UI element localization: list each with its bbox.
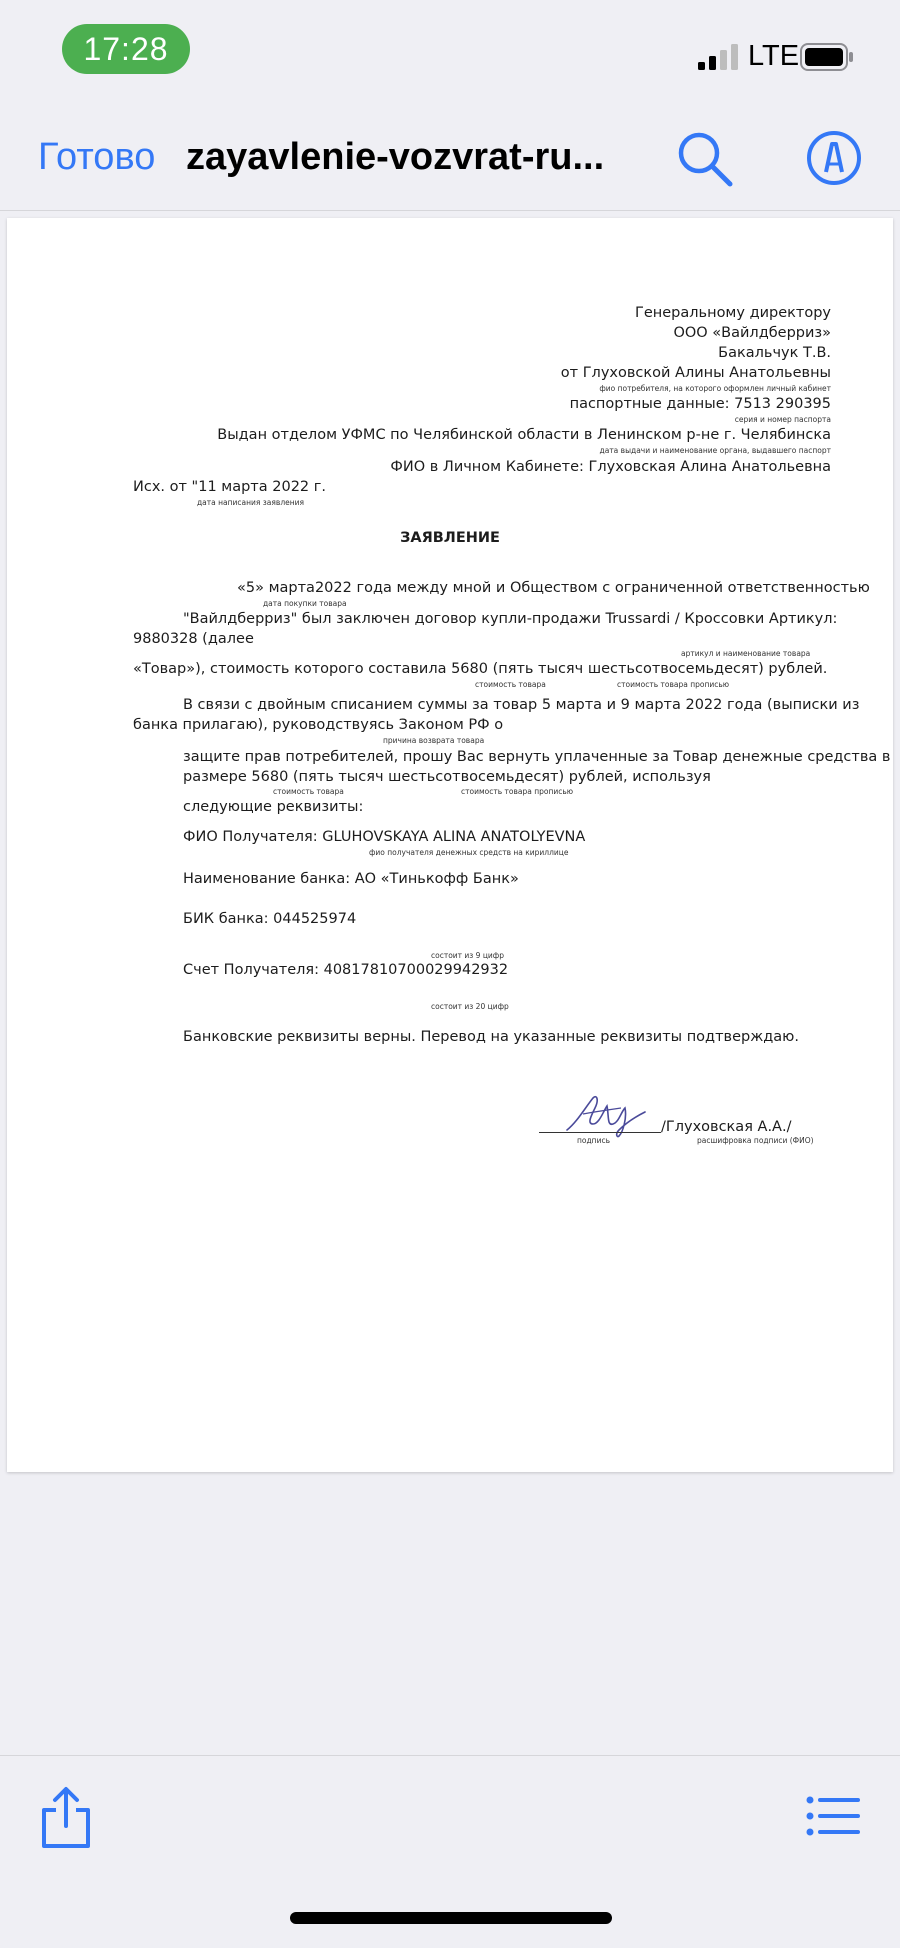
field-caption: состоит из 20 цифр: [431, 1002, 509, 1011]
field-caption: расшифровка подписи (ФИО): [697, 1136, 814, 1145]
document-title: zayavlenie-vozvrat-ru...: [186, 136, 605, 178]
battery-icon: [800, 42, 854, 72]
field-caption: артикул и наименование товара: [681, 649, 811, 658]
signal-icon: [698, 44, 740, 70]
field-caption: подпись: [577, 1136, 610, 1145]
field-caption: дата написания заявления: [197, 498, 305, 507]
body-line: «5» марта2022 года между мной и Обществом с ограниченной ответственностью: [237, 580, 870, 596]
signature-name: /Глуховская А.А./: [661, 1119, 792, 1135]
passport-line: паспортные данные: 7513 290395: [569, 396, 831, 412]
list-icon[interactable]: [806, 1796, 860, 1836]
field-caption: фио получателя денежных средств на кириллице: [369, 848, 569, 857]
nav-bar: [0, 100, 900, 211]
search-icon[interactable]: [676, 130, 734, 188]
confirm-line: Банковские реквизиты верны. Перевод на указанные реквизиты подтверждаю.: [183, 1029, 799, 1045]
body-line: банка прилагаю), руководствуясь Законом РФ о: [133, 717, 504, 733]
field-caption: стоимость товара прописью: [617, 680, 730, 689]
network-label: LTE: [748, 40, 800, 72]
signature-line: [539, 1132, 661, 1133]
document-page[interactable]: [7, 218, 893, 1472]
addressee-line: ООО «Вайлдберриз»: [673, 325, 831, 341]
home-indicator[interactable]: [290, 1912, 612, 1924]
field-caption: стоимость товара: [475, 680, 546, 689]
status-time[interactable]: 17:28: [62, 24, 190, 74]
bik-line: БИК банка: 044525974: [183, 911, 357, 927]
body-line: размере 5680 (пять тысяч шестьсотвосемьдесят) рублей, используя: [183, 769, 711, 785]
field-caption: фио потребителя, на которого оформлен личный кабинет: [599, 384, 831, 393]
field-caption: серия и номер паспорта: [734, 415, 831, 424]
bank-line: Наименование банка: АО «Тинькофф Банк»: [183, 871, 519, 887]
body-line: В связи с двойным списанием суммы за товар 5 марта и 9 марта 2022 года (выписки из: [183, 697, 860, 713]
recipient-line: ФИО Получателя: GLUHOVSKAYA ALINA ANATOLYEVNA: [183, 829, 586, 845]
addressee-line: Бакальчук Т.В.: [718, 345, 831, 361]
addressee-line: Генеральному директору: [635, 305, 831, 321]
share-icon[interactable]: [38, 1786, 94, 1850]
field-caption: стоимость товара: [273, 787, 344, 796]
body-line: "Вайлдберриз" был заключен договор купли-продажи Trussardi / Кроссовки Артикул:: [183, 611, 838, 627]
field-caption: причина возврата товара: [383, 736, 485, 745]
document-heading: ЗАЯВЛЕНИЕ: [400, 530, 500, 546]
issued-line: Выдан отделом УФМС по Челябинской области в Ленинском р-не г. Челябинска: [217, 427, 831, 443]
body-line: защите прав потребителей, прошу Вас вернуть уплаченные за Товар денежные средства в: [183, 749, 891, 765]
field-caption: стоимость товара прописью: [461, 787, 574, 796]
markup-icon[interactable]: [806, 130, 862, 186]
reference-line: Исх. от "11 марта 2022 г.: [133, 479, 326, 495]
status-bar: [0, 0, 900, 100]
body-line: 9880328 (далее: [133, 631, 254, 647]
field-caption: дата выдачи и наименование органа, выдавшего паспорт: [599, 446, 831, 455]
done-button[interactable]: Готово: [38, 136, 156, 178]
field-caption: дата покупки товара: [263, 599, 347, 608]
addressee-line: от Глуховской Алины Анатольевны: [560, 365, 831, 381]
cabinet-line: ФИО в Личном Кабинете: Глуховская Алина Анатольевна: [390, 459, 831, 475]
body-line: следующие реквизиты:: [183, 799, 364, 815]
body-line: «Товар»), стоимость которого составила 5680 (пять тысяч шестьсотвосемьдесят) рублей.: [133, 661, 828, 677]
account-line: Счет Получателя: 40817810700029942932: [183, 962, 509, 978]
field-caption: состоит из 9 цифр: [431, 951, 504, 960]
